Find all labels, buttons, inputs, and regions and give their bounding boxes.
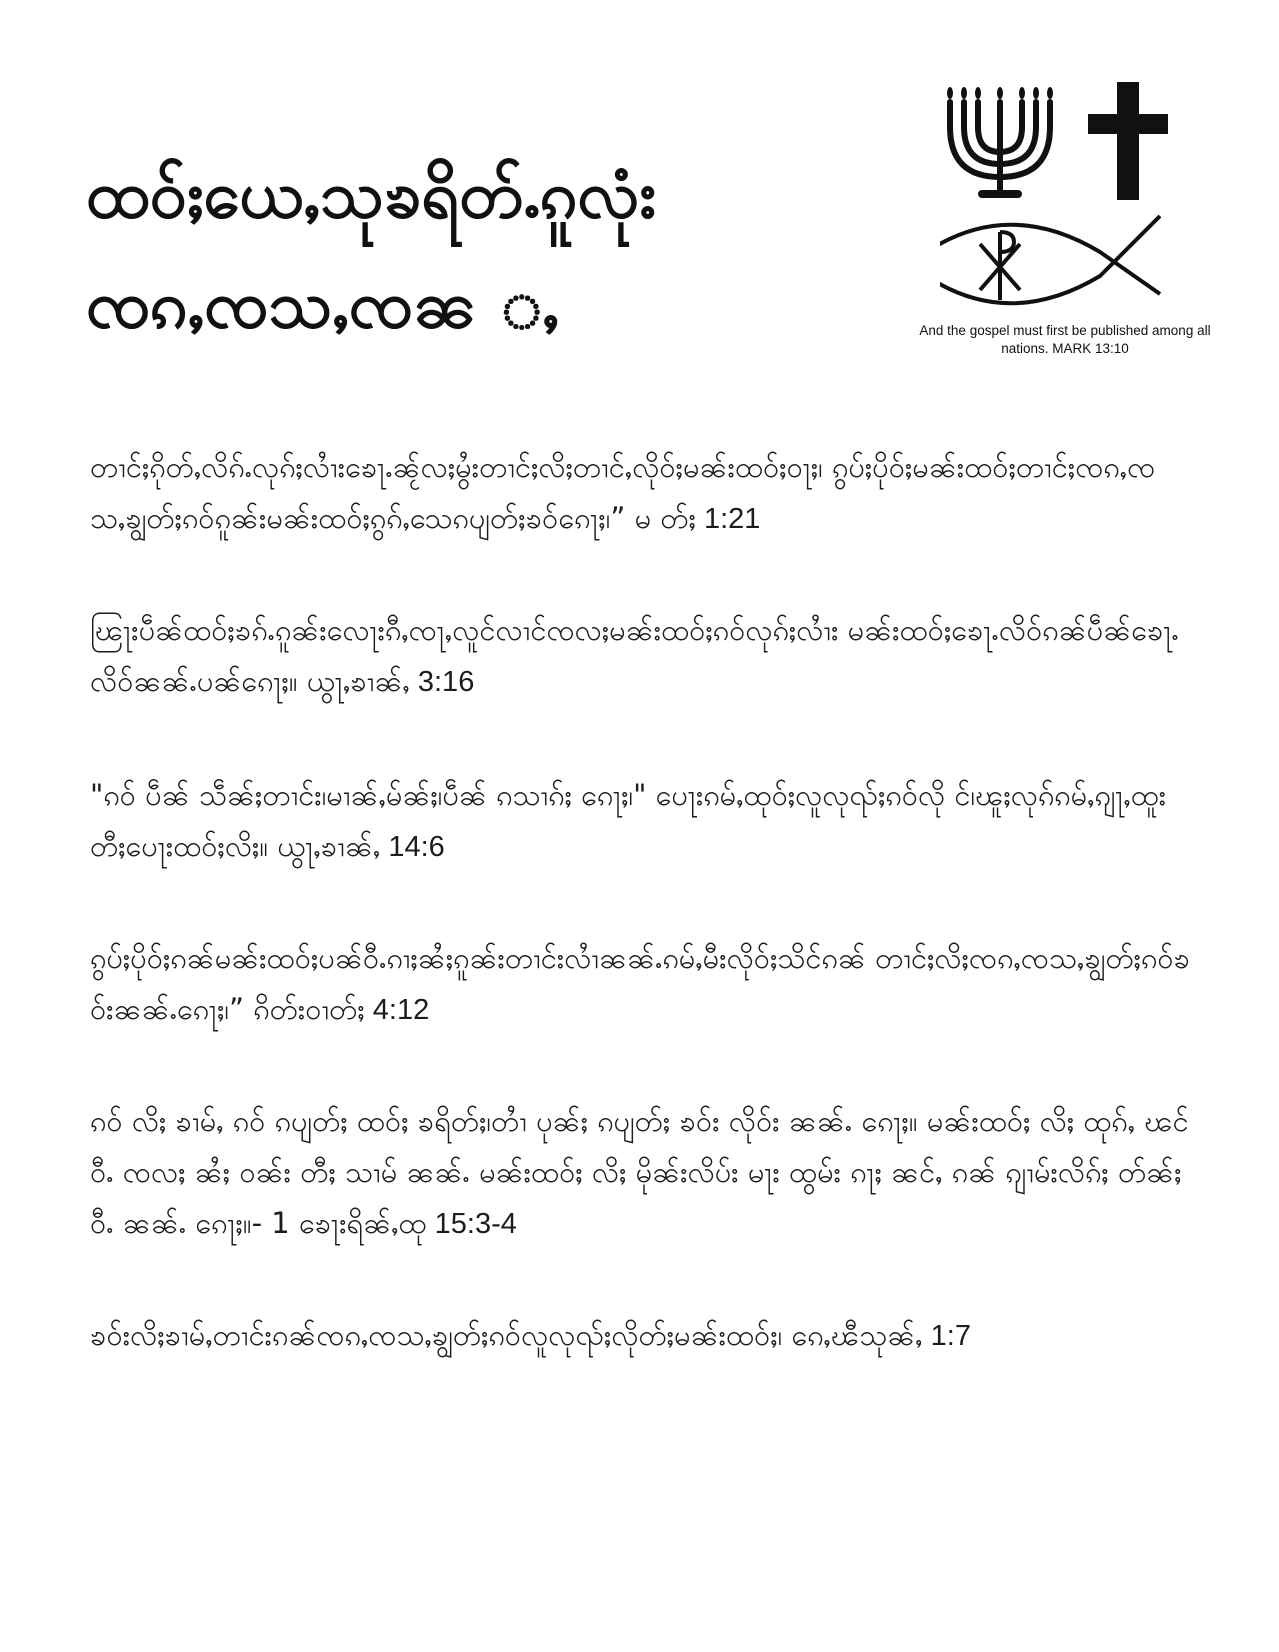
verse-reference: ၵိတ်းဝၢတ်ႈ 4:12 [253, 994, 430, 1026]
verse-item [90, 1096, 1200, 1250]
ichthys-chi-rho-icon [940, 216, 1160, 303]
verse-reference: ယွႃႇၶၢၼ်ႇ 3:16 [306, 666, 475, 698]
title-line-1: ထဝ်ႈယေႇသုၶရိတ်ႉၵူလုံး [86, 156, 656, 233]
verse-reference: ၶေႃးရိၼ်ႇထု 15:3-4 [298, 1208, 517, 1240]
verse-item [90, 770, 1200, 873]
verse-item [90, 933, 1200, 1036]
title-line-2: ၸၵႇၸသႇၸၼ ႇ [86, 266, 559, 343]
faith-emblem [940, 82, 1190, 322]
verse-reference: တ်ႈ 1:21 [660, 503, 761, 535]
verse-text: ၶဝ်းလိႈၶၢမ်ႇတၢင်းၵၼ်ၸၵႇၸသႇၶျွတ်ႈၵဝ်လူလုၺ်ႈလိုတ်ႈမၼ်းထဝ်ႈ၊ [90, 1318, 783, 1352]
verse-item [90, 1310, 1200, 1362]
verse-item [90, 605, 1200, 708]
cross-icon [1088, 82, 1168, 200]
verse-reference: ယွႃႇၶၢၼ်ႇ 14:6 [277, 831, 445, 863]
verse-text: ၵွပ်ႈပိုဝ်ႈၵၼ်မၼ်းထဝ်ႈပၼ်ဝီႉၵၢႈၼႆႈၵူၼ်းတၢင်းလၢႆၼၼ်ႉၵမ်ႇမီးလိုဝ်ႈသိင်ၵၼ် တၢင်ႈလိႈၸၵႇၸသႇၶျွတ်ႈၵဝ်ၶဝ်းၼၼ်ႉၵေႃႈ၊” [90, 941, 1191, 1026]
verse-text: "ၵဝ် ပဵၼ် သဵၼ်ႈတၢင်း၊မၢၼ်ႇမ်ၼ်ႈ၊ပဵၼ် ၵသၢၵ်ႈ ၵေႃႈ၊" ပေႃးၵမ်ႇထုဝ်ႈလူလုၺ်ႈၵဝ်လို င်၊ၽူႈလုၵ်ၵမ်ႇၵျႃႇထူးတီႈပေႃးထဝ်ႈလိႈ။ [90, 778, 1167, 863]
verse-reference: ၵေႇၽီသုၼ်ႇ 1:7 [791, 1320, 971, 1352]
verse-text: ၵဝ် လိႈ ၶၢမ်ႇ ၵဝ် ၵပျတ်ႈ ထဝ်ႈ ၶရိတ်ႈ၊တၢႆ ပုၼ်ႈ ၵပျတ်ႈ ၶဝ်း လိုဝ်း ၼၼ်ႉ ၵေႃႈ။ မၼ်းထဝ်ႈ လိႈ ထုၵ်ႇ ၽင် ဝီႉ ၸလႈ ၼႆႈ ဝၼ်း တီႈ သၢမ် ၼၼ်ႉ မၼ်းထဝ်ႈ လိႈ မိုၼ်းလိပ်း မႃး ထွမ်း ၵႃႈ ၼင်ႇ ၵၼ် ၵျၢမ်းလိၵ်ႈ တ်ၼ်ႈ ဝီႉ ၼၼ်ႉ ၵေႃႈ။- 1 [90, 1104, 1189, 1240]
page-title [86, 140, 886, 360]
verse-text: ၽြႃးပဵၼ်ထဝ်ႈၶၵ်ႉၵူၼ်းလေႃးၵီႇၸႃႇလူင်လၢင်ၸလႈမၼ်းထဝ်ႈၵဝ်လုၵ်ႈလၢႆး မၼ်းထဝ်ႈၶေႃႉလိဝ်ၵၼ်ပဵၼ်ၶေႃႉလိဝ်ၼၼ်ႉပၼ်ၵေႃႈ။ [90, 613, 1179, 698]
menorah-flames [947, 87, 1053, 99]
verse-item [90, 442, 1200, 545]
verse-text: တၢင်ႈၵိုတ်ႇလိၵ်ႉလုၵ်ႈလၢႆးၶေႃႉၼႂ်လႈမွႆးတၢင်ႈလိႈတၢင်ႇလိုဝ်ႈမၼ်းထဝ်ႈဝႃႈ၊ ၵွပ်ႈပိုဝ်ႈမၼ်းထဝ်ႈတၢင်ႈၸၵႇၸသႇၶျွတ်ႈၵဝ်ၵူၼ်းမၼ်းထဝ်ႈၵွၵ်ႇသေၵပျတ်ႈၶဝ်ၵေႃႈ၊” မ [90, 450, 1156, 535]
verse-list [90, 442, 1200, 1422]
tagline: And the gospel must first be published among all nations. MARK 13:10 [919, 323, 1211, 356]
menorah-icon [950, 102, 1050, 194]
